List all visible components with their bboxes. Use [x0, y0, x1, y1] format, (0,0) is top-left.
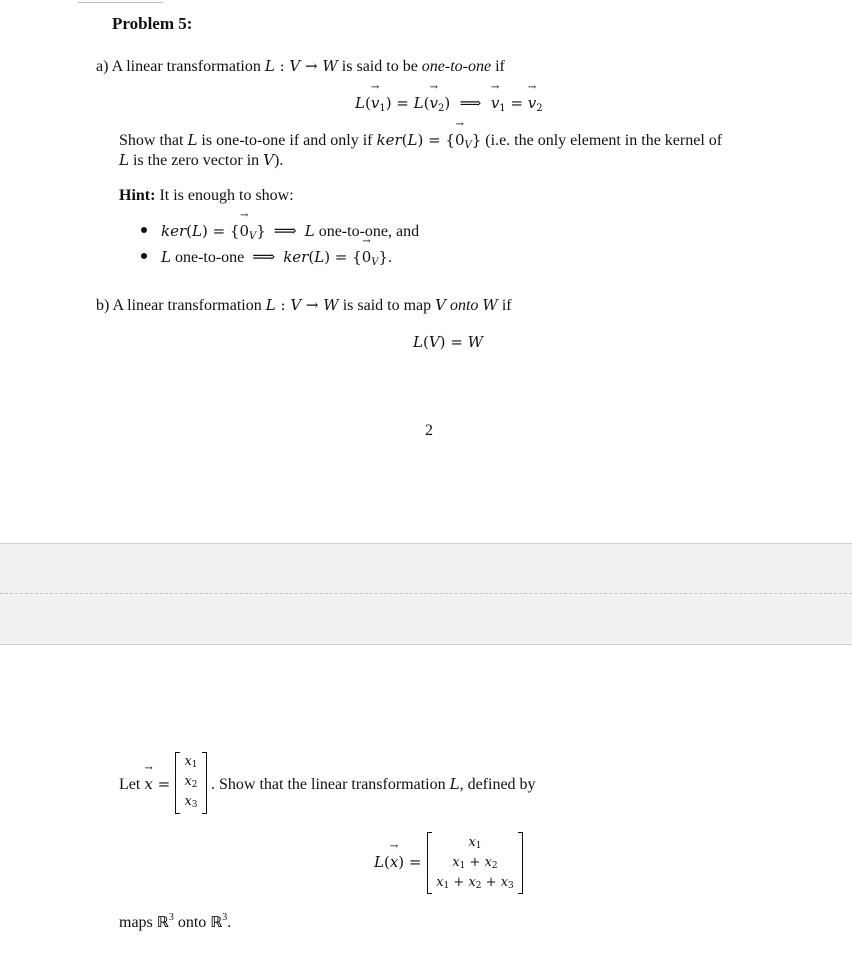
top-rule — [78, 2, 163, 3]
hint-bullet-1: ker(L) = {→ $0_V$} ⟹ L one-to-one, and — [141, 221, 419, 242]
onto-definition-equation: L(V) = W — [413, 333, 484, 351]
page-number: 2 — [425, 422, 433, 439]
maps-statement: maps ℝ$^3$ onto ℝ$^3$. — [119, 912, 232, 931]
L-of-x-matrix — [427, 832, 523, 894]
part-a-intro: a) A linear transformation L : V → W is said to be one-to-one if — [96, 57, 505, 75]
page-break-band — [0, 543, 852, 645]
matrix-L-entry-1: x1 — [468, 835, 482, 851]
map-notation: L : V → W — [264, 57, 338, 75]
real-space-symbol: ℝ — [156, 913, 169, 931]
show-linear-transformation-text: . Show that the linear transformation L, defined by — [211, 775, 536, 793]
part-b-label: b) — [96, 297, 110, 314]
hint: Hint: It is enough to show: — [119, 187, 294, 204]
matrix-x-entry-1: x1 — [184, 754, 198, 770]
vector-x-matrix — [175, 752, 207, 814]
bullet-icon — [141, 227, 147, 233]
part-b-intro: b) A linear transformation L : V → W is said to map V onto W if — [96, 296, 512, 314]
page-break-dashed-line — [0, 593, 852, 594]
part-a-label: a) — [96, 58, 109, 75]
one-to-one-term: one-to-one — [421, 58, 492, 75]
real-space-symbol: ℝ — [210, 913, 223, 931]
matrix-L-entry-3: x1 + x2 + x3 — [436, 875, 514, 891]
problem-title: Problem 5: — [112, 14, 193, 33]
matrix-x-entry-2: x2 — [184, 774, 198, 790]
L-of-x-label: L(→ x) = — [374, 853, 422, 871]
show-statement-line1: Show that L is one-to-one if and only if ker(L) = {→ $0_V$} (i.e. the only element in the kernel of — [119, 131, 722, 151]
hint-label: Hint: — [119, 187, 156, 204]
matrix-x-entry-3: x3 — [184, 794, 198, 810]
bullet-icon — [141, 253, 147, 259]
matrix-L-entry-2: x1 + x2 — [452, 855, 498, 871]
show-statement-line2: L is the zero vector in V). — [119, 151, 284, 169]
one-to-one-definition-equation: $L(\to v_1) = L(\to v_2)$ ⟹ → $v_1$ = → $v_2$ — [355, 94, 543, 114]
hint-bullet-2: L one-to-one ⟹ ker(L) = {→ $0_V$}. — [141, 247, 392, 268]
let-word: Let → x = — [119, 775, 170, 794]
